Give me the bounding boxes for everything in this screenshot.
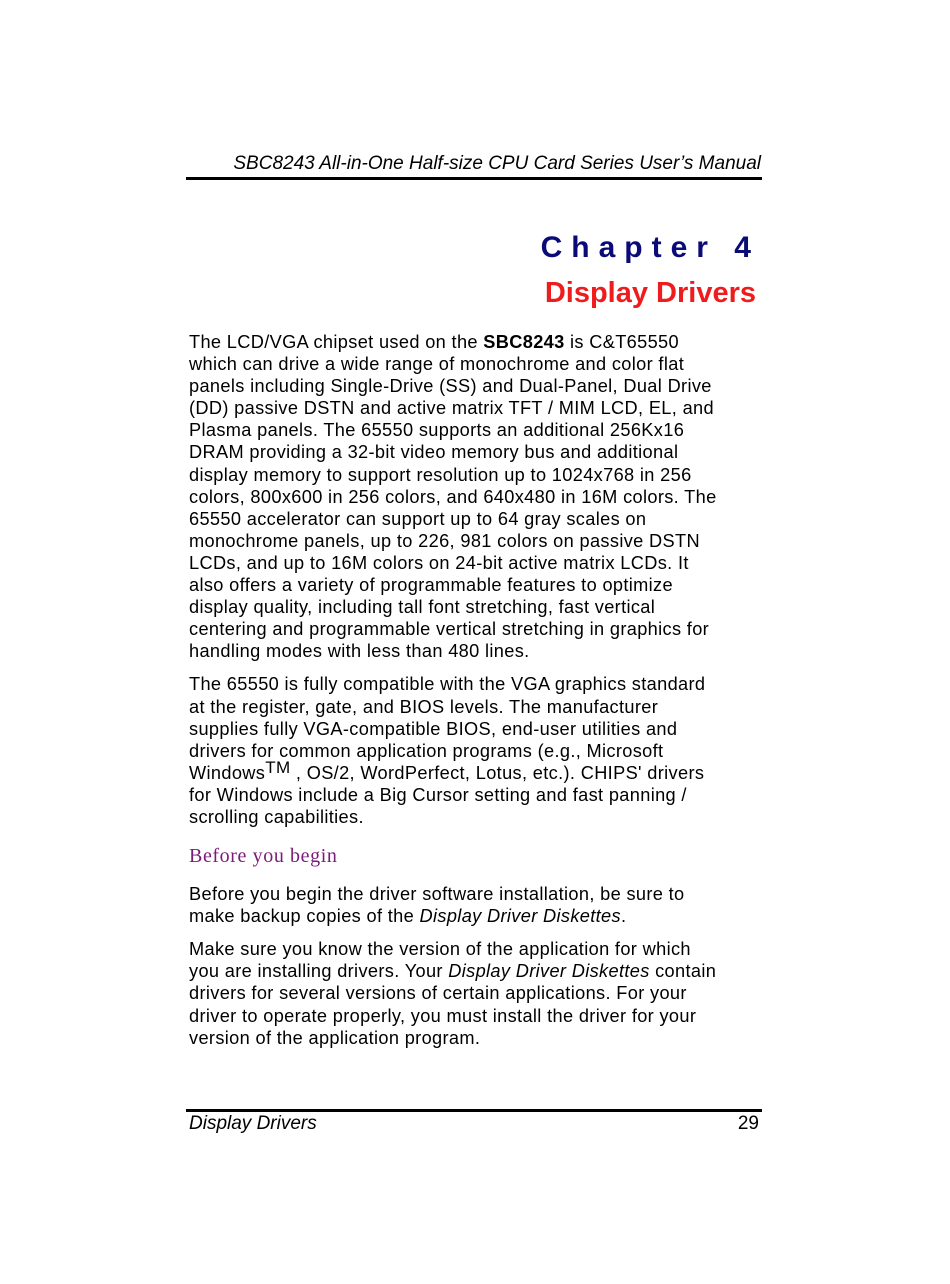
text-line: which can drive a wide range of monochrome and color flat bbox=[189, 354, 685, 375]
text-line: scrolling capabilities. bbox=[189, 806, 364, 827]
header-divider bbox=[186, 177, 762, 180]
paragraph-backup-diskettes bbox=[189, 883, 769, 927]
paragraph-chipset-overview bbox=[189, 331, 769, 662]
text-line: for Windows include a Big Cursor setting and fast panning / bbox=[189, 784, 687, 805]
body-text bbox=[189, 331, 769, 1060]
text-line: at the register, gate, and BIOS levels. The manufacturer bbox=[189, 696, 659, 717]
text-run: The LCD/VGA chipset used on the bbox=[189, 332, 484, 352]
text-line bbox=[189, 331, 769, 353]
text-run: is C&T65550 bbox=[564, 332, 679, 352]
text-line: version of the application program. bbox=[189, 1027, 481, 1048]
text-line: supplies fully VGA-compatible BIOS, end-user utilities and bbox=[189, 718, 678, 739]
product-name: SBC8243 bbox=[483, 332, 565, 352]
text-line: DRAM providing a 32-bit video memory bus and additional bbox=[189, 442, 679, 463]
text-line bbox=[189, 905, 769, 927]
text-line: also offers a variety of programmable features to optimize bbox=[189, 575, 673, 596]
text-line: (DD) passive DSTN and active matrix TFT / MIM LCD, EL, and bbox=[189, 398, 714, 419]
text-line: driver to operate properly, you must install the driver for your bbox=[189, 1005, 697, 1026]
text-line: drivers for common application programs (e.g., Microsoft bbox=[189, 740, 664, 761]
section-heading-before-you-begin: Before you begin bbox=[189, 845, 338, 868]
text-run: you are installing drivers. Your bbox=[189, 961, 449, 982]
text-run: make backup copies of the bbox=[189, 906, 420, 927]
text-line: Before you begin the driver software installation, be sure to bbox=[189, 884, 685, 905]
emphasis-diskettes: Display Driver Diskettes bbox=[448, 961, 650, 982]
text-line: handling modes with less than 480 lines. bbox=[189, 641, 530, 662]
text-line bbox=[189, 960, 769, 982]
emphasis-diskettes: Display Driver Diskettes bbox=[419, 906, 621, 927]
page-number: 29 bbox=[737, 1113, 759, 1134]
footer-divider bbox=[186, 1109, 762, 1112]
text-line: monochrome panels, up to 226, 981 colors on passive DSTN bbox=[189, 530, 700, 551]
text-line: The 65550 is fully compatible with the VGA graphics standard bbox=[189, 674, 706, 695]
chapter-title: Display Drivers bbox=[544, 277, 756, 309]
text-line bbox=[189, 757, 769, 784]
text-run: contain bbox=[649, 961, 717, 982]
footer-section-name: Display Drivers bbox=[189, 1113, 317, 1134]
text-line: drivers for several versions of certain applications. For your bbox=[189, 983, 687, 1004]
text-line: display memory to support resolution up to 1024x768 in 256 bbox=[189, 464, 692, 485]
trademark-symbol: TM bbox=[265, 757, 291, 777]
text-run: Windows bbox=[189, 762, 266, 783]
text-line: 65550 accelerator can support up to 64 gray scales on bbox=[189, 508, 647, 529]
text-line: display quality, including tall font stretching, fast vertical bbox=[189, 597, 656, 618]
running-header-title: SBC8243 All-in-One Half-size CPU Card Series User’s Manual bbox=[233, 153, 761, 174]
text-line: LCDs, and up to 16M colors on 24-bit active matrix LCDs. It bbox=[189, 552, 689, 573]
text-line: centering and programmable vertical stretching in graphics for bbox=[189, 619, 710, 640]
paragraph-version-check bbox=[189, 938, 769, 1048]
text-line: colors, 800x600 in 256 colors, and 640x480 in 16M colors. The bbox=[189, 486, 717, 507]
text-line: Plasma panels. The 65550 supports an additional 256Kx16 bbox=[189, 420, 685, 441]
text-run: , OS/2, WordPerfect, Lotus, etc.). CHIPS' drivers bbox=[290, 762, 705, 783]
paragraph-vga-compatibility bbox=[189, 673, 769, 828]
text-run: . bbox=[620, 906, 627, 927]
chapter-label: Chapter 4 bbox=[540, 231, 760, 264]
text-line: Make sure you know the version of the application for which bbox=[189, 939, 691, 960]
text-line: panels including Single-Drive (SS) and Dual-Panel, Dual Drive bbox=[189, 376, 712, 397]
